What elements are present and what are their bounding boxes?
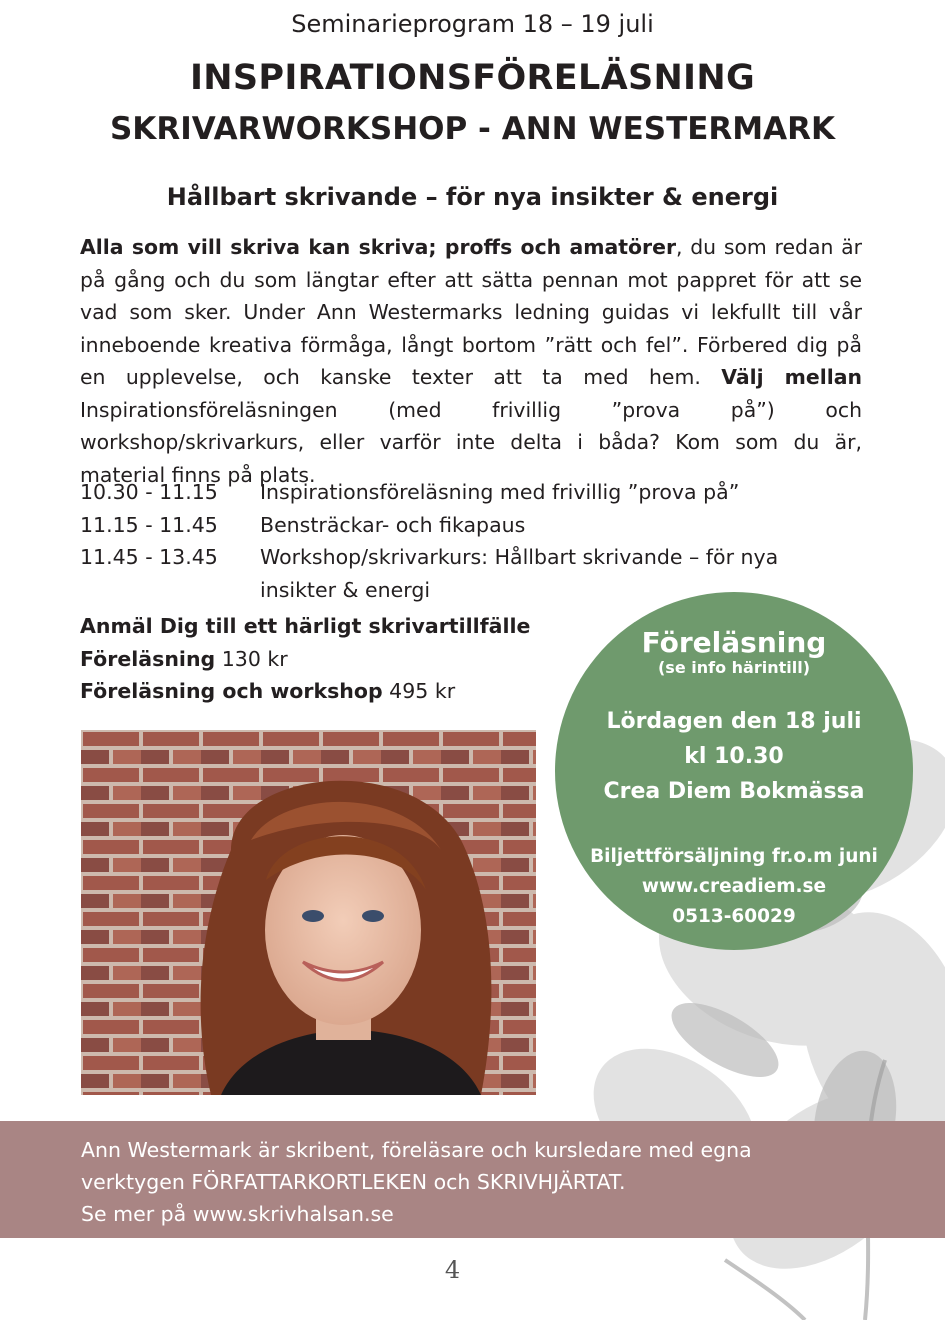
event-date: Lördagen den 18 juli <box>606 709 862 734</box>
price-lecture-value: 130 kr <box>215 646 288 671</box>
event-info-circle <box>555 592 913 950</box>
bio-footer <box>0 1121 945 1238</box>
bio-line-3-link[interactable]: Se mer på www.skrivhalsan.se <box>81 1202 394 1226</box>
portrait-photo <box>81 730 536 1095</box>
schedule-list <box>80 476 800 606</box>
price-combo-label: Föreläsning och workshop <box>80 679 383 703</box>
price-lecture-label: Föreläsning <box>80 646 216 671</box>
page-title-secondary: SKRIVARWORKSHOP - ANN WESTERMARK <box>109 111 836 147</box>
intro-paragraph <box>80 231 862 491</box>
schedule-time: 10.30 - 11.15 <box>80 480 218 504</box>
intro-text-2: Inspirationsföreläsningen (med frivillig ”prova på”) och workshop/skrivarkurs, eller varför inte delta i båda? Kom som du är, material finns på plats. <box>80 397 862 487</box>
bio-text <box>81 1134 881 1230</box>
circle-subtitle: (se info härintill) <box>657 658 811 677</box>
circle-ticket-info <box>555 842 913 932</box>
price-lecture <box>80 643 560 676</box>
ticket-phone: 0513-60029 <box>672 906 796 927</box>
schedule-desc: Bensträckar- och fikapaus <box>260 512 526 537</box>
program-kicker: Seminarieprogram 18 – 19 juli <box>291 10 654 38</box>
schedule-desc: Workshop/skrivarkurs: Hållbart skrivande – för nya insikter & energi <box>260 545 779 602</box>
event-venue: Crea Diem Bokmässa <box>603 779 865 804</box>
bio-line-2: verktygen FÖRFATTARKORTLEKEN och SKRIVHJÄRTAT. <box>81 1170 626 1194</box>
intro-bold-mid: Välj mellan <box>721 365 862 389</box>
schedule-time: 11.15 - 11.45 <box>80 512 218 537</box>
price-combo <box>80 675 560 708</box>
pricing-block <box>80 610 560 708</box>
ticket-sales: Biljettförsäljning fr.o.m juni <box>590 846 878 867</box>
ticket-website-link[interactable]: www.creadiem.se <box>641 876 827 897</box>
schedule-row <box>80 509 800 542</box>
intro-text-1: , du som redan är på gång och du som längtar efter att sätta pennan mot pappret för att se vad som sker. Under Ann Westermarks ledning guidas vi lekfullt till vår inneboende kreativa förmåga, långt bortom ”rätt och fel”. Förbered dig på en upplevelse, och kanske texter att ta med hem. <box>80 235 862 389</box>
schedule-desc: Inspirationsföreläsning med frivillig ”prova på” <box>260 480 740 504</box>
schedule-time: 11.45 - 13.45 <box>80 545 218 569</box>
page-title: INSPIRATIONSFÖRELÄSNING <box>189 58 756 98</box>
page-number: 4 <box>444 1256 461 1284</box>
intro-bold-lead: Alla som vill skriva kan skriva; proffs och amatörer <box>80 235 676 259</box>
pricing-heading: Anmäl Dig till ett härligt skrivartillfälle <box>80 614 531 638</box>
bio-line-1: Ann Westermark är skribent, föreläsare och kursledare med egna <box>81 1138 752 1162</box>
circle-title: Föreläsning <box>641 626 827 659</box>
circle-event-details <box>555 704 913 809</box>
event-time: kl 10.30 <box>684 744 784 769</box>
schedule-row <box>80 476 800 509</box>
price-combo-value: 495 kr <box>382 679 456 703</box>
page-subtitle: Hållbart skrivande – för nya insikter & energi <box>166 183 779 211</box>
